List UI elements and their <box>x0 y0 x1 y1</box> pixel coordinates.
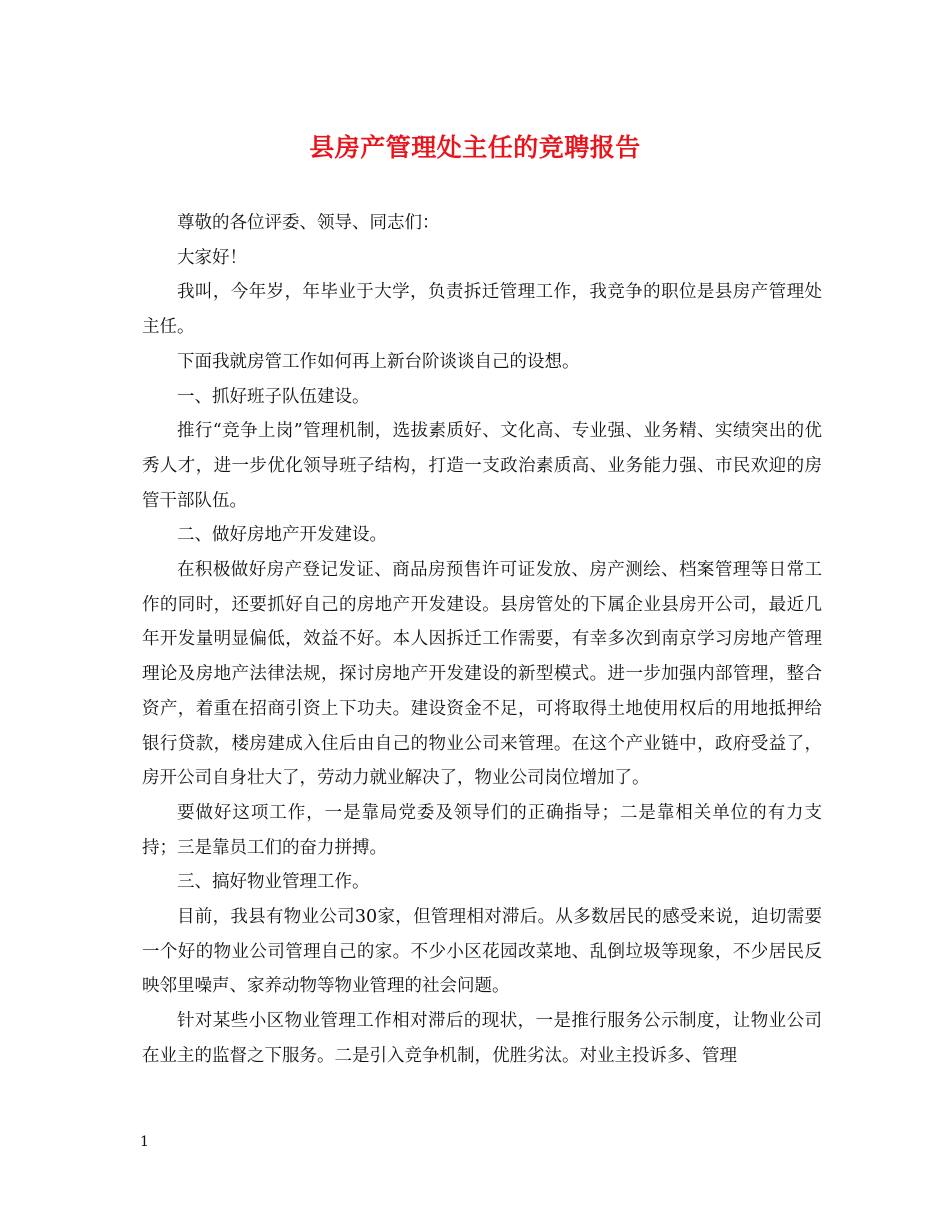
paragraph-real-estate-development: 在积极做好房产登记发证、商品房预售许可证发放、房产测绘、档案管理等日常工作的同时，还要抓好自己的房地产开发建设。县房管处的下属企业县房开公司，最近几年开发量明显偏低，效益不好。本人因拆迁工作需要，有幸多次到南京学习房地产管理理论及房地产法律法规，探讨房地产开发建设的新型模式。进一步加强内部管理，整合资产，着重在招商引资上下功夫。建设资金不足，可将取得土地使用权后的用地抵押给银行贷款，楼房建成入住后由自己的物业公司来管理。在这个产业链中，政府受益了，房开公司自身壮大了，劳动力就业解决了，物业公司岗位增加了。 <box>142 560 822 789</box>
paragraph-team-building: 推行“竞争上岗”管理机制，选拔素质好、文化高、专业强、业务精、实绩突出的优秀人才，进一步优化领导班子结构，打造一支政治素质高、业务能力强、市民欢迎的房管干部队伍。 <box>142 421 822 511</box>
paragraph-greeting: 大家好！ <box>177 247 247 268</box>
document-title: 县房产管理处主任的竞聘报告 <box>309 133 641 162</box>
paragraph-support: 要做好这项工作，一是靠局党委及领导们的正确指导；二是靠相关单位的有力支持；三是靠员工们的奋力拼搏。 <box>142 802 822 858</box>
paragraph-property-management-status: 目前，我县有物业公司30家，但管理相对滞后。从多数居民的感受来说，迫切需要一个好的物业公司管理自己的家。不少小区花园改菜地、乱倒垃圾等现象，不少居民反映邻里噪声、家养动物等物业管理的社会问题。 <box>142 907 822 997</box>
section-heading-real-estate-development: 二、做好房地产开发建设。 <box>177 525 387 546</box>
paragraph-introduction: 我叫，今年岁，年毕业于大学，负责拆迁管理工作，我竞争的职位是县房产管理处主任。 <box>142 282 822 338</box>
document-body <box>142 206 822 1074</box>
paragraph-salutation: 尊敬的各位评委、领导、同志们： <box>177 213 440 233</box>
page-number: 1 <box>140 1134 149 1150</box>
section-heading-property-management: 三、搞好物业管理工作。 <box>177 872 370 893</box>
paragraph-overview: 下面我就房管工作如何再上新台阶谈谈自己的设想。 <box>177 351 580 372</box>
paragraph-property-management-measures: 针对某些小区物业管理工作相对滞后的现状，一是推行服务公示制度，让物业公司在业主的监督之下服务。二是引入竞争机制，优胜劣汰。对业主投诉多、管理 <box>142 1011 822 1066</box>
section-heading-team-building: 一、抓好班子队伍建设。 <box>177 386 370 407</box>
